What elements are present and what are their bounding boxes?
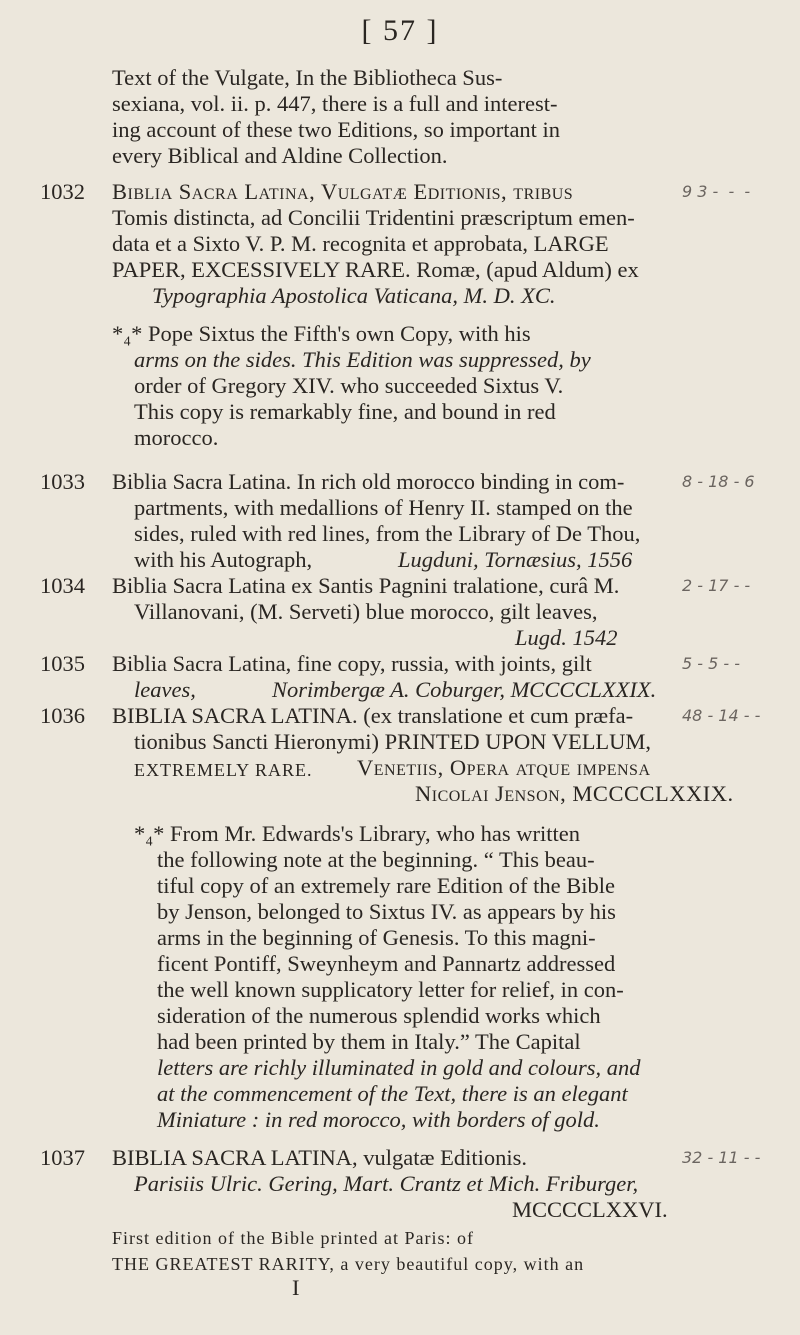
lot-line: EXTREMELY RARE. <box>134 760 313 780</box>
imprint-line: Norimbergæ A. Coburger, MCCCCLXXIX. <box>272 677 657 702</box>
lot-line: Tomis distincta, ad Concilii Tridentini præscriptum emen- <box>112 205 635 230</box>
imprint-line: Nicolai Jenson, MCCCCLXXIX. <box>415 781 734 806</box>
imprint-line: Venetiis, Opera atque impensa <box>357 755 651 780</box>
price-annotation: 9 3 - ⁠ - ⁠ - <box>682 182 751 201</box>
lot-line: tionibus Sancti Hieronymi) PRINTED UPON VELLUM, <box>134 729 652 754</box>
price-annotation: 8 - 18 - 6 <box>682 472 755 491</box>
lot-line: sides, ruled with red lines, from the Library of De Thou, <box>134 521 641 546</box>
lot-title-line: BIBLIA SACRA LATINA. (ex translatione et cum præfa- <box>112 703 634 728</box>
lot-line: First edition of the Bible printed at Paris: of <box>112 1228 474 1248</box>
intro-line: Text of the Vulgate, In the Bibliotheca Sus- <box>112 65 503 90</box>
note-line: ficent Pontiff, Sweynheym and Pannartz addressed <box>157 951 616 976</box>
note-line: the following note at the beginning. “ This beau- <box>157 847 595 872</box>
price-annotation: 2 - 17 - - <box>682 576 751 595</box>
lot-number: 1035 <box>40 651 85 676</box>
page-number: [ 57 ] <box>361 14 439 47</box>
lot-line: THE GREATEST RARITY, a very beautiful copy, with an <box>112 1254 585 1274</box>
lot-line: leaves, <box>134 677 196 702</box>
intro-line: ing account of these two Editions, so important in <box>112 117 561 142</box>
imprint-line: Parisiis Ulric. Gering, Mart. Crantz et Mich. Friburger, <box>134 1171 639 1196</box>
imprint-line: Typographia Apostolica Vaticana, M. D. XC. <box>152 283 556 308</box>
note-line: letters are richly illuminated in gold and colours, and <box>157 1055 641 1080</box>
lot-number: 1034 <box>40 573 85 598</box>
note-line: Miniature : in red morocco, with borders of gold. <box>157 1107 600 1132</box>
price-annotation: 32 - 11 - - <box>682 1148 761 1167</box>
lot-number: 1037 <box>40 1145 85 1170</box>
imprint-line: MCCCCLXXVI. <box>512 1197 668 1222</box>
intro-line: every Biblical and Aldine Collection. <box>112 143 448 168</box>
lot-number: 1032 <box>40 179 85 204</box>
note-line: had been printed by them in Italy.” The Capital <box>157 1029 581 1054</box>
lot-line: Villanovani, (M. Serveti) blue morocco, gilt leaves, <box>134 599 598 624</box>
lot-title-line: Biblia Sacra Latina ex Santis Pagnini tralatione, curâ M. <box>112 573 620 598</box>
lot-line: partments, with medallions of Henry II. stamped on the <box>134 495 633 520</box>
note-line: the well known supplicatory letter for relief, in con- <box>157 977 624 1002</box>
price-annotation: 5 - 5 - - <box>682 654 741 673</box>
signature-mark: I <box>292 1275 300 1300</box>
note-line: *₄* Pope Sixtus the Fifth's own Copy, with his <box>112 321 531 346</box>
price-annotation: 48 - 14 - - <box>682 706 761 725</box>
note-line: *₄* From Mr. Edwards's Library, who has written <box>134 821 581 846</box>
imprint-line: Lugduni, Tornæsius, 1556 <box>398 547 633 572</box>
lot-title-line: Biblia Sacra Latina. In rich old morocco binding in com- <box>112 469 625 494</box>
note-line: order of Gregory XIV. who succeeded Sixtus V. <box>134 373 564 398</box>
lot-line: data et a Sixto V. P. M. recognita et approbata, LARGE <box>112 231 609 256</box>
note-line: sideration of the numerous splendid works which <box>157 1003 601 1028</box>
lot-number: 1033 <box>40 469 85 494</box>
note-line: This copy is remarkably fine, and bound in red <box>134 399 556 424</box>
lot-number: 1036 <box>40 703 85 728</box>
note-line: tiful copy of an extremely rare Edition of the Bible <box>157 873 615 898</box>
lot-line: with his Autograph, <box>134 547 313 572</box>
imprint-line: Lugd. 1542 <box>515 625 618 650</box>
lot-line: PAPER, EXCESSIVELY RARE. Romæ, (apud Aldum) ex <box>112 257 639 282</box>
note-line: at the commencement of the Text, there is an elegant <box>157 1081 628 1106</box>
note-line: arms on the sides. This Edition was suppressed, by <box>134 347 591 372</box>
intro-line: sexiana, vol. ii. p. 447, there is a full and interest- <box>112 91 558 116</box>
lot-title-line: BIBLIA SACRA LATINA, vulgatæ Editionis. <box>112 1145 528 1170</box>
note-line: morocco. <box>134 425 219 450</box>
lot-title-line: Biblia Sacra Latina, Vulgatæ Editionis, tribus <box>112 179 574 204</box>
lot-title-line: Biblia Sacra Latina, fine copy, russia, with joints, gilt <box>112 651 592 676</box>
note-line: arms in the beginning of Genesis. To this magni- <box>157 925 596 950</box>
note-line: by Jenson, belonged to Sixtus IV. as appears by his <box>157 899 616 924</box>
